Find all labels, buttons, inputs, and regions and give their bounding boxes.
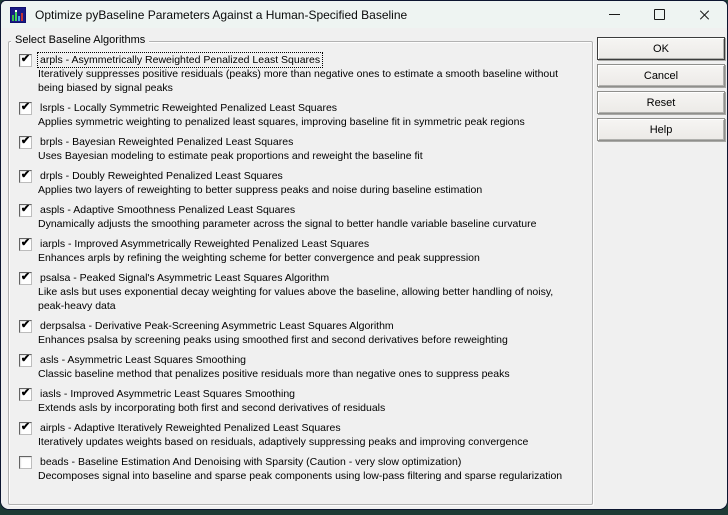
algorithm-item	[19, 101, 586, 129]
algorithm-item	[19, 53, 586, 95]
algorithm-item	[19, 203, 586, 231]
algorithm-checkbox[interactable]	[19, 388, 32, 401]
checkmark-icon: ✔	[20, 237, 31, 249]
algorithm-label[interactable]: iarpls - Improved Asymmetrically Reweighted Penalized Least Squares	[40, 238, 370, 250]
algorithm-description: Extends asls by incorporating both first and second derivatives of residuals	[38, 402, 386, 414]
algorithm-label[interactable]: derpsalsa - Derivative Peak-Screening Asymmetric Least Squares Algorithm	[40, 320, 394, 332]
algorithm-checkbox[interactable]	[19, 354, 32, 367]
checkmark-icon: ✔	[20, 387, 31, 399]
algorithm-description: Decomposes signal into baseline and sparse peak components using low-pass filtering and sparse regularization	[38, 470, 563, 482]
algorithm-label[interactable]: asls - Asymmetric Least Squares Smoothing	[40, 354, 247, 366]
algorithm-checkbox[interactable]	[19, 54, 32, 67]
maximize-button[interactable]	[637, 1, 682, 28]
algorithm-label[interactable]: lsrpls - Locally Symmetric Reweighted Penalized Least Squares	[40, 102, 338, 114]
algorithm-description: Dynamically adjusts the smoothing parameter across the signal to better handle variable baseline curvature	[38, 218, 537, 230]
algorithm-description: Like asls but uses exponential decay weighting for values above the baseline, allowing better handling of noisy, peak-heavy data	[38, 286, 554, 312]
checkmark-icon: ✔	[20, 135, 31, 147]
algorithm-label[interactable]: drpls - Doubly Reweighted Penalized Least Squares	[40, 170, 283, 182]
dialog-buttons	[597, 37, 725, 141]
checkmark-icon: ✔	[20, 319, 31, 331]
algorithm-checkbox[interactable]	[19, 170, 32, 183]
algorithm-label[interactable]: iasls - Improved Asymmetric Least Squares Smoothing	[40, 388, 296, 400]
minimize-button[interactable]	[592, 1, 637, 28]
algorithm-label[interactable]: brpls - Bayesian Reweighted Penalized Least Squares	[40, 136, 294, 148]
algorithm-item	[19, 421, 586, 449]
checkmark-icon: ✔	[20, 421, 31, 433]
algorithm-label[interactable]: psalsa - Peaked Signal's Asymmetric Least Squares Algorithm	[40, 272, 330, 284]
ok-button[interactable]: OK	[597, 37, 725, 60]
algorithm-checkbox[interactable]	[19, 238, 32, 251]
algorithm-description: Applies two layers of reweighting to better suppress peaks and noise during baseline estimation	[38, 184, 483, 196]
checkmark-icon: ✔	[20, 169, 31, 181]
algorithm-checkbox[interactable]	[19, 136, 32, 149]
algorithm-checkbox[interactable]	[19, 204, 32, 217]
checkmark-icon: ✔	[20, 101, 31, 113]
checkmark-icon: ✔	[20, 53, 31, 65]
cancel-button[interactable]: Cancel	[597, 64, 725, 87]
algorithm-item	[19, 135, 586, 163]
algorithm-checkbox[interactable]	[19, 102, 32, 115]
algorithm-label[interactable]: aspls - Adaptive Smoothness Penalized Least Squares	[40, 204, 296, 216]
algorithm-description: Uses Bayesian modeling to estimate peak proportions and reweight the baseline fit	[38, 150, 423, 162]
algorithm-item	[19, 319, 586, 347]
reset-button[interactable]: Reset	[597, 91, 725, 114]
algorithm-description: Iteratively updates weights based on residuals, adaptively suppressing peaks and improving convergence	[38, 436, 529, 448]
algorithm-checkbox[interactable]	[19, 422, 32, 435]
checkmark-icon: ✔	[20, 203, 31, 215]
algorithm-checkbox[interactable]	[19, 456, 32, 469]
algorithm-label[interactable]: arpls - Asymmetrically Reweighted Penalized Least Squares	[40, 54, 321, 66]
algorithm-item	[19, 169, 586, 197]
group-label: Select Baseline Algorithms	[11, 34, 149, 46]
algorithm-item	[19, 353, 586, 381]
close-button[interactable]	[682, 1, 727, 28]
checkmark-icon: ✔	[20, 271, 31, 283]
algorithm-description: Enhances psalsa by screening peaks using smoothed first and second derivatives before reweighting	[38, 334, 508, 346]
algorithm-item	[19, 387, 586, 415]
minimize-icon	[609, 14, 620, 15]
checkmark-icon: ✔	[20, 353, 31, 365]
close-icon	[699, 9, 711, 21]
app-icon	[10, 7, 26, 23]
algorithm-item	[19, 455, 586, 483]
algorithm-description: Applies symmetric weighting to penalized least squares, improving baseline fit in symmetric peak regions	[38, 116, 525, 128]
algorithm-description: Classic baseline method that penalizes positive residuals more than negative ones to suppress peaks	[38, 368, 510, 380]
dialog-body	[1, 28, 727, 510]
algorithm-checkbox[interactable]	[19, 272, 32, 285]
maximize-icon	[654, 9, 665, 20]
window-title: Optimize pyBaseline Parameters Against a Human-Specified Baseline	[35, 7, 408, 22]
select-baseline-algorithms-group	[8, 34, 593, 505]
window-controls	[592, 1, 727, 28]
algorithm-item	[19, 271, 586, 313]
algorithm-label[interactable]: airpls - Adaptive Iteratively Reweighted Penalized Least Squares	[40, 422, 341, 434]
algorithm-description: Iteratively suppresses positive residuals (peaks) more than negative ones to estimate a smooth baseline without being biased by signal peaks	[38, 68, 559, 94]
help-button[interactable]: Help	[597, 118, 725, 141]
algorithm-label[interactable]: beads - Baseline Estimation And Denoising with Sparsity (Caution - very slow optimization)	[40, 456, 462, 468]
algorithm-description: Enhances arpls by refining the weighting scheme for better convergence and peak suppression	[38, 252, 480, 264]
algorithm-item	[19, 237, 586, 265]
algorithm-checkbox[interactable]	[19, 320, 32, 333]
algorithm-list	[9, 42, 592, 483]
titlebar[interactable]	[1, 1, 727, 28]
